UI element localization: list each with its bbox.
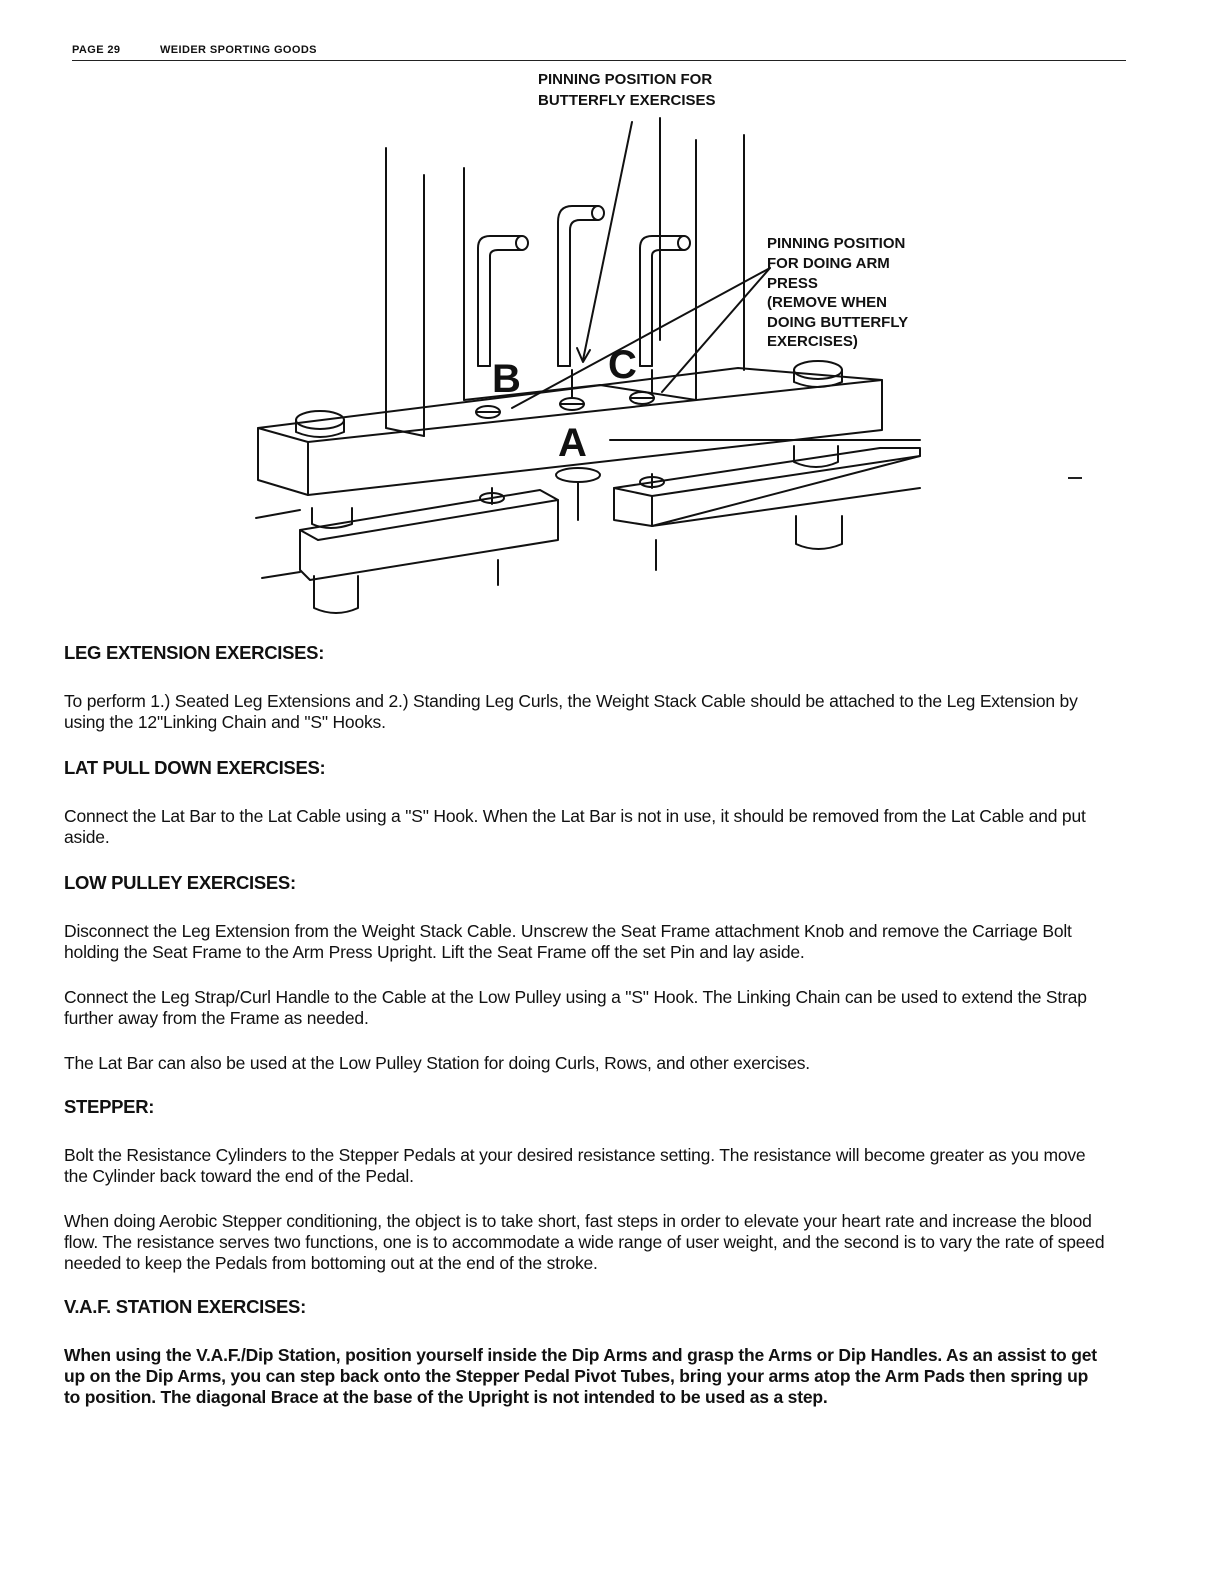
- heading-lat-pull-down: LAT PULL DOWN EXERCISES:: [64, 757, 326, 778]
- para-low-pulley-1: Disconnect the Leg Extension from the Weight Stack Cable. Unscrew the Seat Frame attachment Knob and remove the Carriage Bolt holding the Seat Frame to the Arm Press Upright. Lift the Seat Frame off the set Pin and lay aside.: [64, 921, 1072, 962]
- arm-press-label-line5: DOING BUTTERFLY: [767, 314, 909, 331]
- para-low-pulley-2: Connect the Leg Strap/Curl Handle to the Cable at the Low Pulley using a "S" Hook. The Linking Chain can be used to extend the Strap further away from the Frame as needed.: [64, 987, 1087, 1028]
- heading-low-pulley: LOW PULLEY EXERCISES:: [64, 872, 296, 893]
- instructions-body: [64, 640, 1108, 1408]
- para-low-pulley-3: The Lat Bar can also be used at the Low Pulley Station for doing Curls, Rows, and other exercises.: [64, 1053, 810, 1073]
- heading-stepper: STEPPER:: [64, 1096, 155, 1117]
- letter-c: C: [608, 343, 637, 387]
- arm-press-label-line6: EXERCISES): [767, 333, 858, 350]
- page-number: PAGE 29: [72, 44, 121, 56]
- arm-press-label-line4: (REMOVE WHEN: [767, 294, 887, 311]
- arm-press-label-line2: FOR DOING ARM: [767, 255, 890, 272]
- heading-vaf-station: V.A.F. STATION EXERCISES:: [64, 1296, 306, 1317]
- company-name: WEIDER SPORTING GOODS: [160, 44, 317, 56]
- butterfly-label-line2: BUTTERFLY EXERCISES: [538, 92, 716, 109]
- butterfly-label-line1: PINNING POSITION FOR: [538, 71, 713, 88]
- para-stepper-1: Bolt the Resistance Cylinders to the Stepper Pedals at your desired resistance setting. The resistance will become greater as you move the Cylinder back toward the end of the Pedal.: [64, 1145, 1086, 1186]
- pinning-diagram: [0, 60, 1224, 620]
- page-header: [72, 40, 1126, 61]
- arm-press-label-line3: PRESS: [767, 275, 818, 292]
- para-stepper-2: When doing Aerobic Stepper conditioning, the object is to take short, fast steps in order to elevate your heart rate and increase the blood flow. The resistance serves two functions, one is to accommodate a wide range of user weight, and the second is to vary the rate of speed needed to keep the Pedals from bottoming out at the end of the stroke.: [64, 1211, 1105, 1273]
- para-leg-extension: To perform 1.) Seated Leg Extensions and 2.) Standing Leg Curls, the Weight Stack Cable should be attached to the Leg Extension by using the 12"Linking Chain and "S" Hooks.: [64, 691, 1078, 732]
- heading-leg-extension: LEG EXTENSION EXERCISES:: [64, 642, 325, 663]
- letter-b: B: [492, 357, 521, 401]
- para-lat-pull-down: Connect the Lat Bar to the Lat Cable using a "S" Hook. When the Lat Bar is not in use, it should be removed from the Lat Cable and put aside.: [64, 806, 1086, 847]
- arm-press-label-line1: PINNING POSITION: [767, 235, 906, 252]
- para-vaf-station: When using the V.A.F./Dip Station, position yourself inside the Dip Arms and grasp the Arms or Dip Handles. As an assist to get up on the Dip Arms, you can step back onto the Stepper Pedal Pivot Tubes, bring your arms atop the Arm Pads then spring up to position. The diagonal Brace at the base of the Upright is not intended to be used as a step.: [64, 1345, 1097, 1407]
- letter-a: A: [558, 421, 587, 465]
